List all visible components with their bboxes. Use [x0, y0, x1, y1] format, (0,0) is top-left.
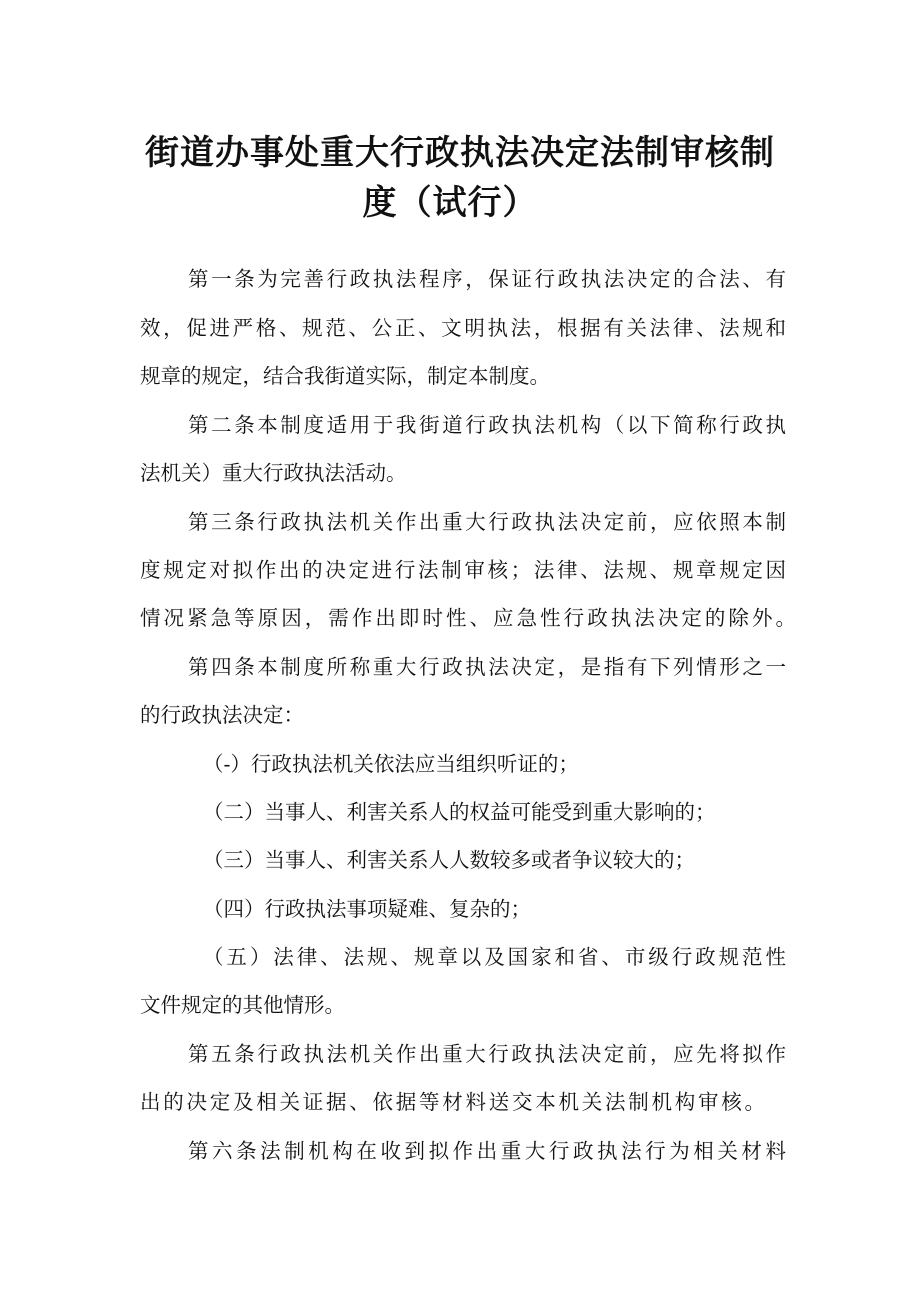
- article-1-line-1: 第一条为完善行政执法程序，保证行政执法决定的合法、有: [188, 267, 786, 291]
- list-item-5-line-1: （五）法律、法规、规章以及国家和省、市级行政规范性: [203, 945, 786, 969]
- document-title-line-2: 度（试行）: [362, 183, 538, 223]
- article-1-line-3: 规章的规定，结合我街道实际，制定本制度。: [140, 364, 550, 388]
- list-item-3: （三）当事人、利害关系人人数较多或者争议较大的；: [203, 848, 695, 872]
- article-2-line-2: 法机关）重大行政执法活动。: [140, 461, 407, 485]
- article-3-line-2: 度规定对拟作出的决定进行法制审核；法律、法规、规章规定因: [140, 558, 786, 582]
- list-item-4: （四）行政执法事项疑难、复杂的；: [203, 897, 531, 921]
- list-item-1: （-）行政执法机关依法应当组织听证的；: [203, 752, 579, 776]
- article-5-line-1: 第五条行政执法机关作出重大行政执法决定前，应先将拟作: [188, 1042, 786, 1066]
- article-5-line-2: 出的决定及相关证据、依据等材料送交本机关法制机构审核。: [140, 1090, 765, 1114]
- article-6-line-1: 第六条法制机构在收到拟作出重大行政执法行为相关材料: [188, 1139, 786, 1163]
- article-2-line-1: 第二条本制度适用于我街道行政执法机构（以下简称行政执: [188, 413, 786, 437]
- article-4-line-2: 的行政执法决定：: [140, 703, 304, 727]
- list-item-5-line-2: 文件规定的其他情形。: [140, 993, 345, 1017]
- list-item-2: （二）当事人、利害关系人的权益可能受到重大影响的；: [203, 800, 716, 824]
- article-3-line-1: 第三条行政执法机关作出重大行政执法决定前，应依照本制: [188, 510, 786, 534]
- article-3-line-3: 情况紧急等原因，需作出即时性、应急性行政执法决定的除外。: [140, 606, 796, 630]
- document-title-line-1: 街道办事处重大行政执法决定法制审核制: [145, 133, 775, 173]
- article-4-line-1: 第四条本制度所称重大行政执法决定，是指有下列情形之一: [188, 655, 786, 679]
- article-1-line-2: 效，促进严格、规范、公正、文明执法，根据有关法律、法规和: [140, 316, 786, 340]
